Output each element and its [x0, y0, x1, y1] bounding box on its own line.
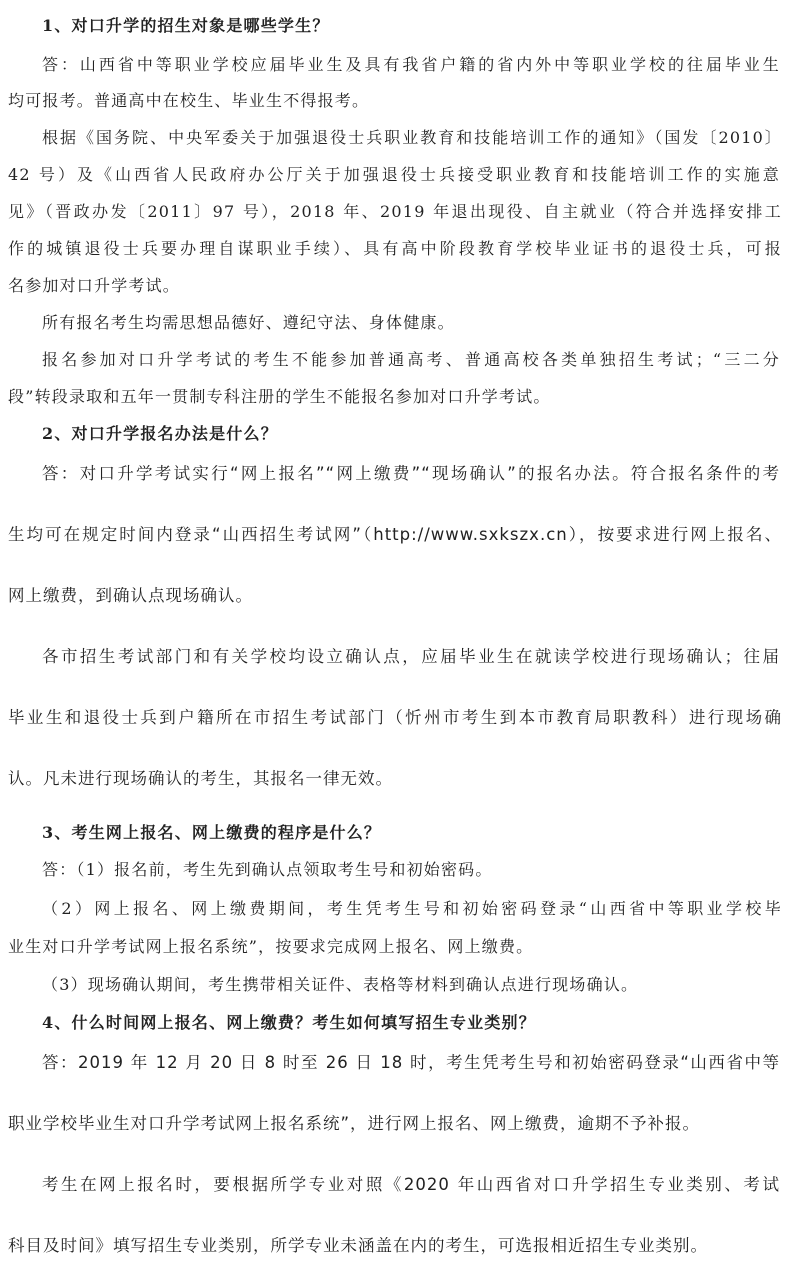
q1-basis-line: 见》（晋政办发〔2011〕97 号），2018 年、2019 年退出现役、自主就业（符合并选择安排工: [8, 202, 782, 221]
q2-confirm-line: 各市招生考试部门和有关学校均设立确认点，应届毕业生在就读学校进行现场确认；往届: [42, 647, 780, 666]
question-1-heading: 1、对口升学的招生对象是哪些学生？: [42, 16, 330, 35]
q4-category-line: 科目及时间》填写招生专业类别，所学专业未涵盖在内的考生，可选报相近招生专业类别。: [8, 1236, 708, 1255]
q2-answer-line: 答：对口升学考试实行“网上报名”“网上缴费”“现场确认”的报名办法。符合报名条件的考: [42, 464, 780, 483]
q2-confirm-line: 毕业生和退役士兵到户籍所在市招生考试部门（忻州市考生到本市教育局职教科）进行现场确: [8, 708, 782, 727]
q1-exclusion-line: 段”转段录取和五年一贯制专科注册的学生不能报名参加对口升学考试。: [8, 387, 551, 406]
q1-basis-line: 42 号）及《山西省人民政府办公厅关于加强退役士兵接受职业教育和技能培训工作的实施意: [8, 165, 780, 184]
question-4-heading: 4、什么时间网上报名、网上缴费？考生如何填写招生专业类别？: [42, 1013, 536, 1032]
q4-answer-line: 答：2019 年 12 月 20 日 8 时至 26 日 18 时，考生凭考生号和初始密码登录“山西省中等: [42, 1053, 780, 1072]
q2-confirm-line: 认。凡未进行现场确认的考生，其报名一律无效。: [8, 769, 393, 788]
q1-moral-requirement: 所有报名考生均需思想品德好、遵纪守法、身体健康。: [42, 313, 455, 332]
q1-answer-line: 均可报考。普通高中在校生、毕业生不得报考。: [8, 91, 370, 110]
q1-exclusion-line: 报名参加对口升学考试的考生不能参加普通高考、普通高校各类单独招生考试；“三二分: [42, 350, 780, 369]
q2-answer-line: 网上缴费，到确认点现场确认。: [8, 586, 253, 605]
q1-basis-line: 名参加对口升学考试。: [8, 276, 181, 295]
q1-answer-line: 答：山西省中等职业学校应届毕业生及具有我省户籍的省内外中等职业学校的往届毕业生: [42, 55, 780, 74]
question-2-heading: 2、对口升学报名办法是什么？: [42, 424, 278, 443]
q1-basis-line: 作的城镇退役士兵要办理自谋职业手续）、具有高中阶段教育学校毕业证书的退役士兵，可报: [8, 239, 782, 258]
question-3-heading: 3、考生网上报名、网上缴费的程序是什么？: [42, 823, 382, 842]
q2-answer-line: 生均可在规定时间内登录“山西招生考试网”（http://www.sxkszx.cn），按要求进行网上报名、: [8, 525, 782, 544]
q4-answer-line: 职业学校毕业生对口升学考试网上报名系统”，进行网上报名、网上缴费，逾期不予补报。: [8, 1114, 701, 1133]
q1-basis-line: 根据《国务院、中央军委关于加强退役士兵职业教育和技能培训工作的通知》（国发〔2010〕: [42, 128, 782, 147]
q3-step-2-line: 业生对口升学考试网上报名系统”，按要求完成网上报名、网上缴费。: [8, 937, 534, 956]
q4-category-line: 考生在网上报名时，要根据所学专业对照《2020 年山西省对口升学招生专业类别、考试: [42, 1175, 780, 1194]
q3-step-3: （3）现场确认期间，考生携带相关证件、表格等材料到确认点进行现场确认。: [42, 975, 639, 994]
q3-step-2-line: （2）网上报名、网上缴费期间，考生凭考生号和初始密码登录“山西省中等职业学校毕: [42, 899, 782, 918]
q3-step-1: 答：（1）报名前，考生先到确认点领取考生号和初始密码。: [42, 860, 493, 879]
